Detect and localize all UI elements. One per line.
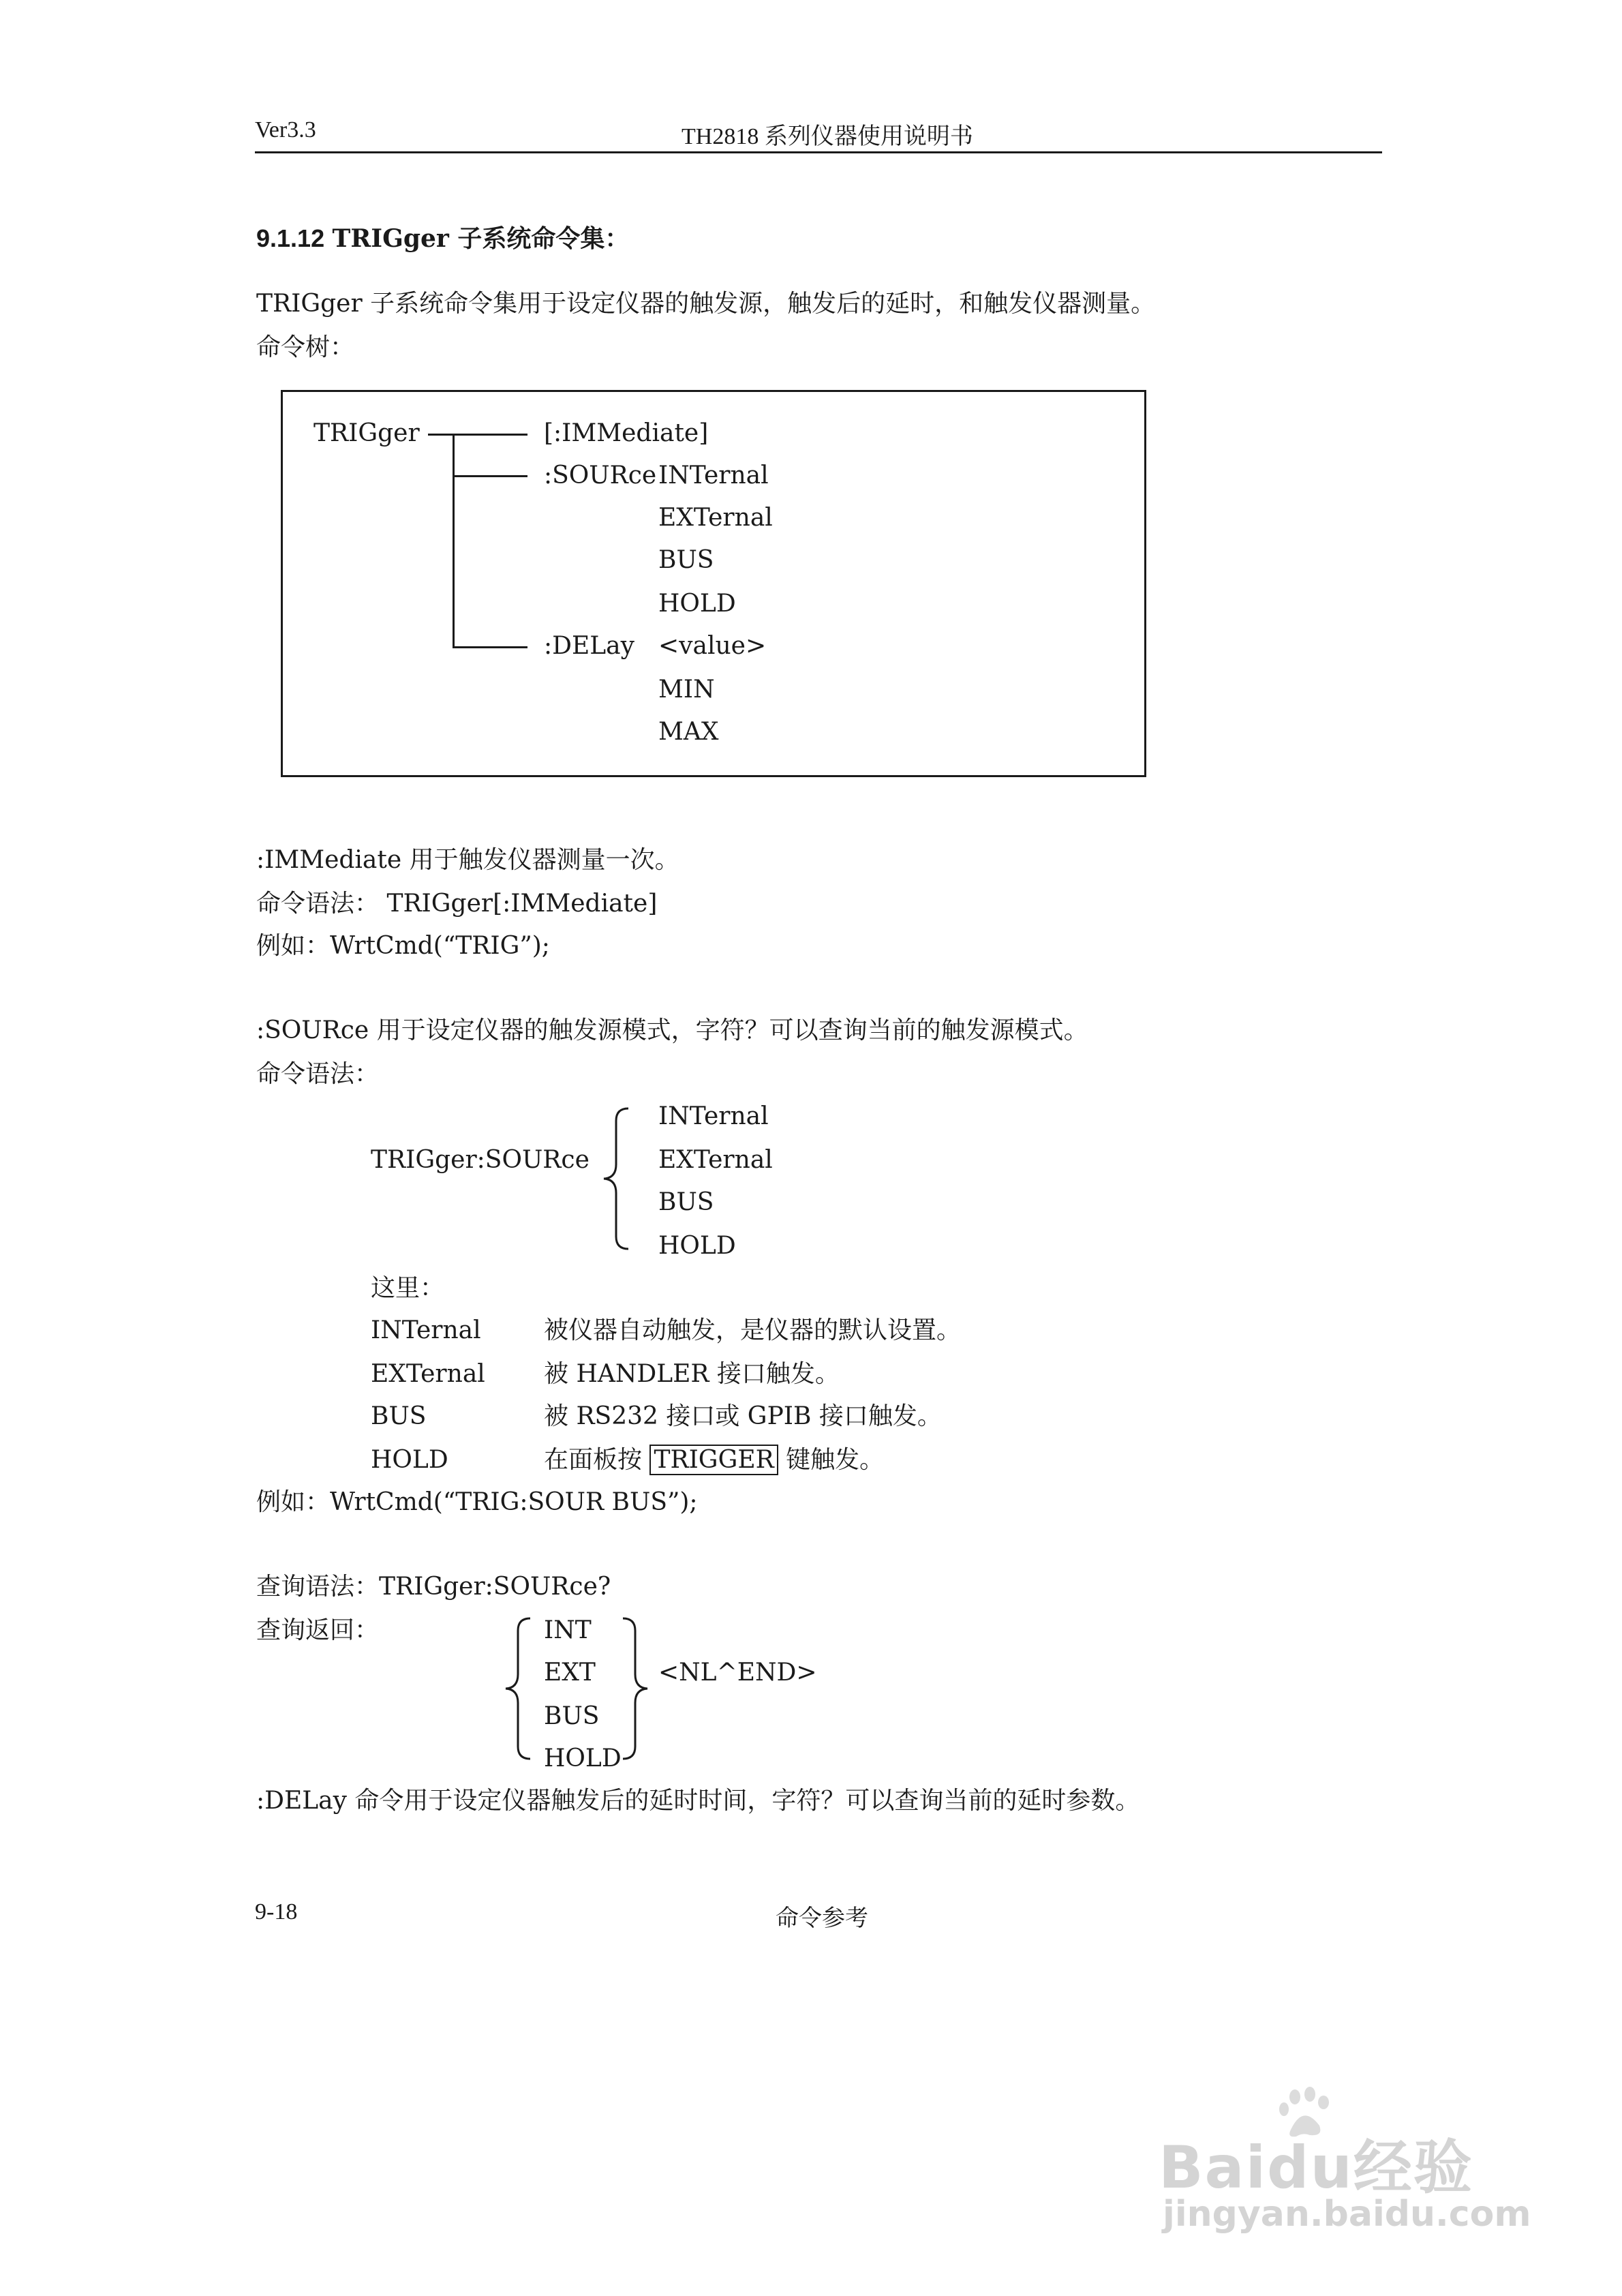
definition-desc-post: 键触发。 bbox=[786, 1446, 885, 1474]
header-rule bbox=[255, 151, 1382, 153]
delay-desc: :DELay 命令用于设定仪器触发后的延时时间，字符？可以查询当前的延时参数。 bbox=[256, 1787, 1140, 1815]
query-right-brace-icon bbox=[616, 1616, 654, 1762]
watermark-brand: Baidu经验 bbox=[1159, 2134, 1473, 2202]
section-number: 9.1.12 bbox=[256, 224, 325, 252]
source-option: INTernal bbox=[658, 1102, 769, 1130]
tree-source-opt: HOLD bbox=[658, 590, 736, 618]
tree-source-opt: BUS bbox=[658, 546, 714, 574]
footer-chapter: 命令参考 bbox=[776, 1906, 868, 1931]
query-return-label: 查询返回： bbox=[256, 1616, 380, 1644]
tree-immediate: [:IMMediate] bbox=[544, 419, 709, 447]
tree-label: 命令树： bbox=[256, 333, 355, 361]
tree-branch-immediate bbox=[428, 434, 527, 436]
query-left-brace-icon bbox=[499, 1616, 537, 1762]
source-desc: :SOURce 用于设定仪器的触发源模式，字符？可以查询当前的触发源模式。 bbox=[256, 1016, 1088, 1044]
definition-term: HOLD bbox=[371, 1446, 448, 1474]
source-option: BUS bbox=[658, 1188, 714, 1216]
tree-source-opt: INTernal bbox=[658, 462, 769, 489]
query-return-value: HOLD bbox=[544, 1744, 622, 1772]
section-title: TRIGger 子系统命令集： bbox=[332, 224, 630, 253]
source-brace-icon bbox=[597, 1106, 635, 1252]
query-return-value: INT bbox=[544, 1616, 592, 1644]
tree-delay-cmd: :DELay bbox=[544, 632, 634, 660]
definition-desc-pre: 在面板按 bbox=[544, 1446, 643, 1474]
tree-delay-opt: <value> bbox=[658, 632, 767, 660]
section-heading bbox=[256, 224, 629, 254]
tree-source-cmd: :SOURce bbox=[544, 462, 657, 489]
tree-root: TRIGger bbox=[313, 419, 420, 447]
tree-branch-source bbox=[453, 475, 527, 477]
query-return-value: EXT bbox=[544, 1659, 596, 1687]
query-terminator: <NL^END> bbox=[658, 1659, 817, 1687]
tree-delay-opt: MIN bbox=[658, 676, 715, 704]
immediate-desc: :IMMediate 用于触发仪器测量一次。 bbox=[256, 846, 679, 874]
definition-desc: 被仪器自动触发，是仪器的默认设置。 bbox=[544, 1316, 962, 1344]
footer-page-number: 9-18 bbox=[255, 1899, 298, 1924]
header-version: Ver3.3 bbox=[255, 117, 316, 142]
immediate-example: 例如：WrtCmd(“TRIG”); bbox=[256, 932, 550, 960]
immediate-syntax: 命令语法： TRIGger[:IMMediate] bbox=[256, 890, 658, 918]
definition-desc: 被 RS232 接口或 GPIB 接口触发。 bbox=[544, 1402, 942, 1430]
header-title: TH2818 系列仪器使用说明书 bbox=[682, 124, 973, 149]
definition-term: BUS bbox=[371, 1402, 427, 1430]
query-return-value: BUS bbox=[544, 1702, 600, 1730]
source-option: HOLD bbox=[658, 1232, 736, 1260]
definition-term: EXTernal bbox=[371, 1360, 485, 1388]
source-syntax-label: 命令语法： bbox=[256, 1060, 380, 1088]
source-where-label: 这里： bbox=[371, 1274, 445, 1302]
tree-source-opt: EXTernal bbox=[658, 504, 773, 532]
source-syntax-cmd: TRIGger:SOURce bbox=[371, 1146, 590, 1174]
intro-description: TRIGger 子系统命令集用于设定仪器的触发源，触发后的延时，和触发仪器测量。 bbox=[256, 290, 1156, 318]
source-option: EXTernal bbox=[658, 1146, 773, 1174]
tree-trunk bbox=[453, 434, 455, 648]
definition-term: INTernal bbox=[371, 1316, 481, 1344]
trigger-key-label: TRIGGER bbox=[649, 1445, 778, 1475]
query-syntax: 查询语法：TRIGger:SOURce? bbox=[256, 1573, 611, 1601]
definition-desc-hold bbox=[544, 1445, 884, 1475]
tree-branch-delay bbox=[453, 646, 527, 648]
definition-desc: 被 HANDLER 接口触发。 bbox=[544, 1360, 840, 1388]
watermark-url: jingyan.baidu.com bbox=[1163, 2194, 1531, 2235]
tree-delay-opt: MAX bbox=[658, 718, 719, 746]
source-example: 例如：WrtCmd(“TRIG:SOUR BUS”); bbox=[256, 1488, 698, 1516]
